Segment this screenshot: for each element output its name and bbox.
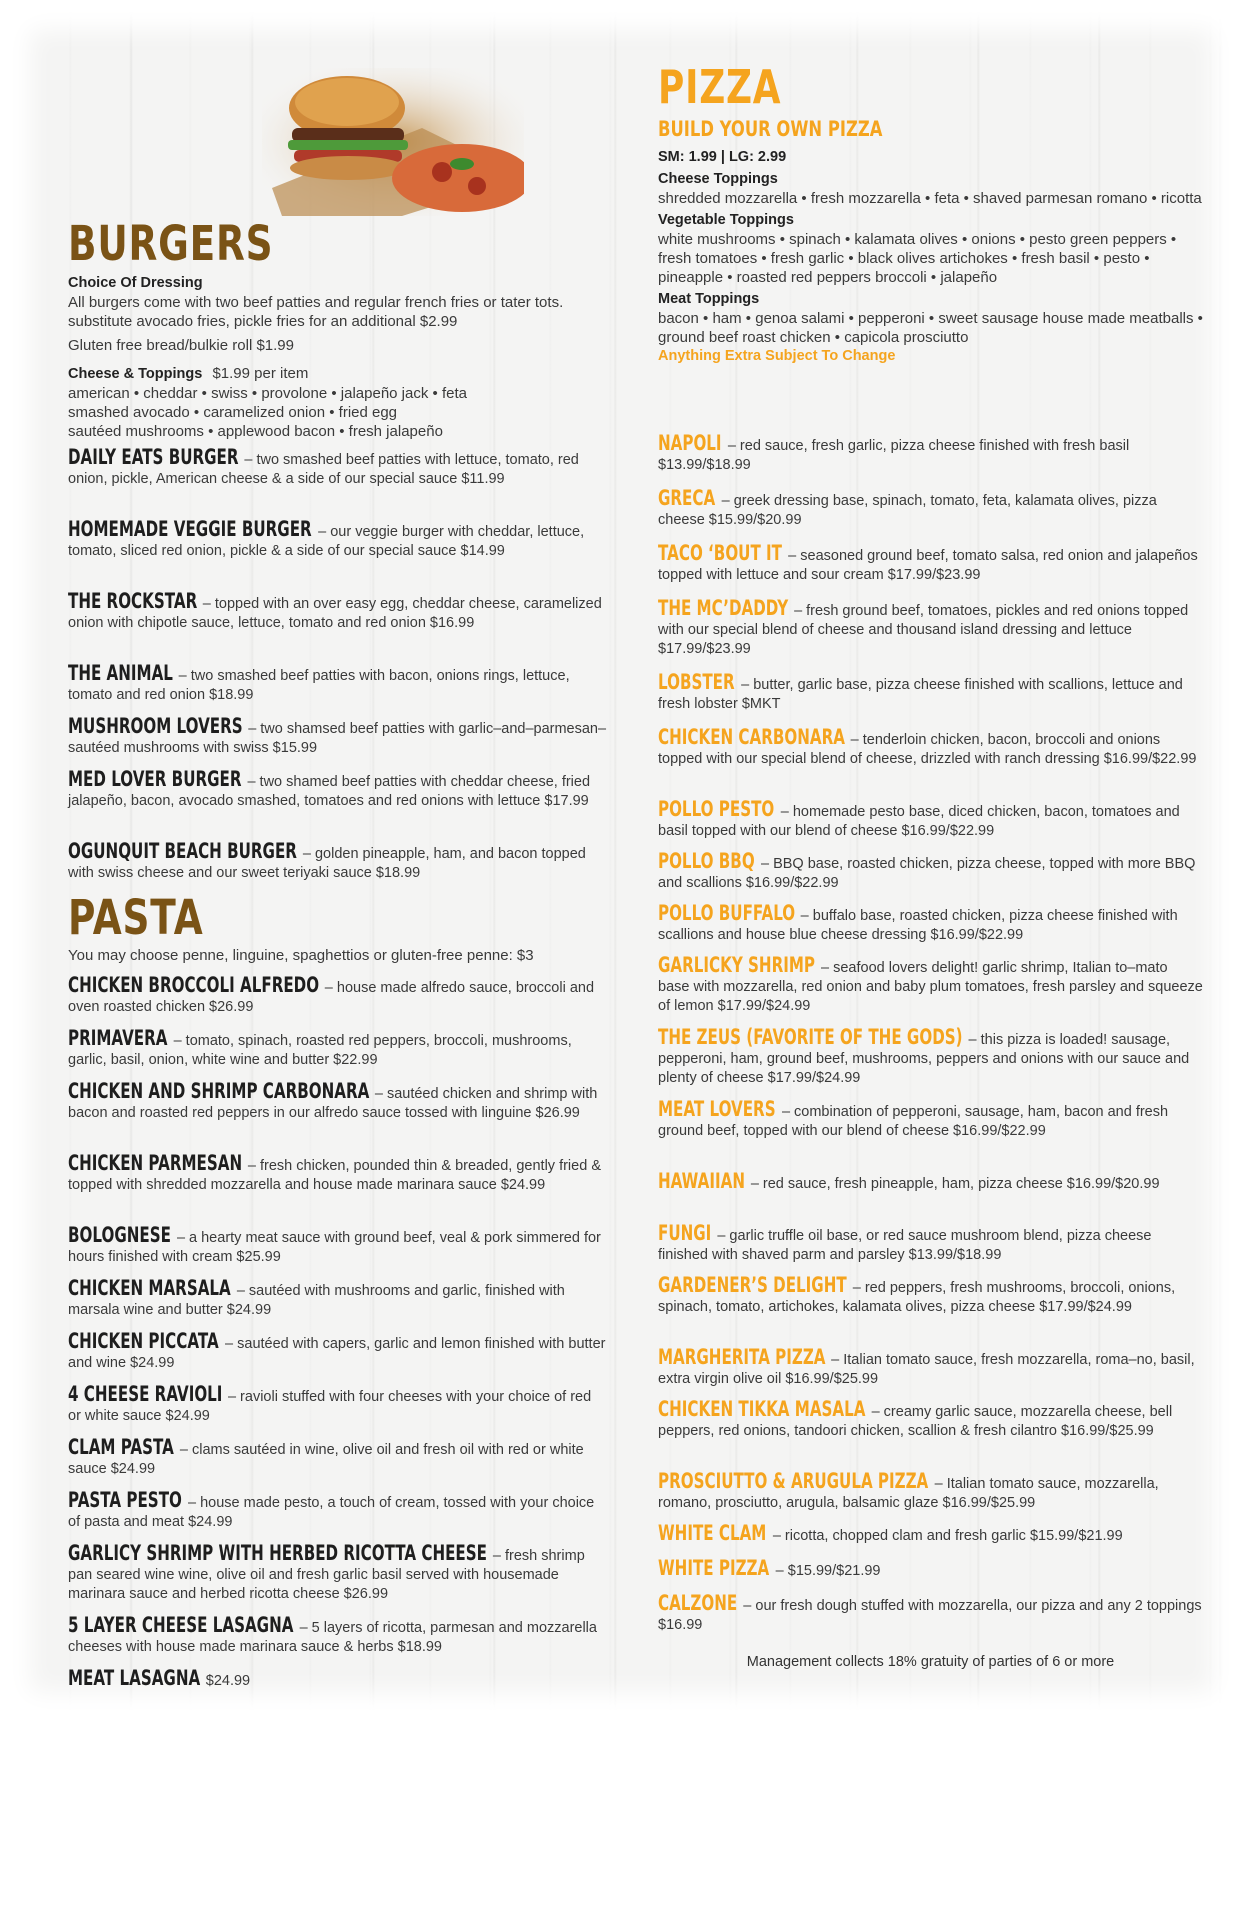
menu-item <box>658 902 1203 945</box>
item-name: TACO ‘BOUT IT <box>658 541 782 565</box>
pasta-title: PASTA <box>68 890 204 946</box>
menu-item <box>68 768 608 811</box>
cheese-toppings-heading: Cheese Toppings <box>658 171 778 187</box>
menu-item <box>68 1614 608 1657</box>
pizza-title: PIZZA <box>658 60 782 114</box>
menu-item <box>68 974 608 1017</box>
item-name: OGUNQUIT BEACH BURGER <box>68 839 297 863</box>
toppings-line-3: sautéed mushrooms • applewood bacon • fresh jalapeño <box>68 423 443 440</box>
item-name: GARLICY SHRIMP WITH HERBED RICOTTA CHEESE <box>68 1541 487 1565</box>
item-desc: – our fresh dough stuffed with mozzarella, our pizza and any 2 toppings $16.99 <box>658 1598 1202 1633</box>
item-desc: – our veggie burger with cheddar, lettuce, tomato, sliced red onion, pickle & a side of our special sauce $14.99 <box>68 524 585 559</box>
item-desc: – topped with an over easy egg, cheddar cheese, caramelized onion with chipotle sauce, lettuce, tomato and red onion $16.99 <box>68 596 602 631</box>
veg-toppings-text: white mushrooms • spinach • kalamata olives • onions • pesto green peppers • fresh tomatoes • fresh garlic • black olives artichokes • fresh basil • pesto • pineapple • roasted red peppers broccoli • jalapeño <box>658 231 1177 286</box>
item-desc: – sautéed with capers, garlic and lemon finished with butter and wine $24.99 <box>68 1336 606 1371</box>
item-desc: – fresh chicken, pounded thin & breaded, gently fried & topped with shredded mozzarella and house made marinara sauce $24.99 <box>68 1158 601 1193</box>
pizza-toppings-info <box>658 148 1203 366</box>
dressing-heading: Choice Of Dressing <box>68 275 203 291</box>
item-name: WHITE PIZZA <box>658 1556 770 1580</box>
item-desc: – house made pesto, a touch of cream, tossed with your choice of pasta and meat $24.99 <box>68 1495 595 1530</box>
menu-item <box>68 446 608 489</box>
item-desc: – two smashed beef patties with bacon, onions rings, lettuce, tomato and red onion $18.99 <box>68 668 570 703</box>
toppings-line-2: smashed avocado • caramelized onion • fried egg <box>68 404 398 421</box>
item-name: MARGHERITA PIZZA <box>658 1345 826 1369</box>
item-name: BOLOGNESE <box>68 1223 171 1247</box>
item-desc: – greek dressing base, spinach, tomato, feta, kalamata olives, pizza cheese $15.99/$20.99 <box>658 493 1157 528</box>
toppings-line-1: american • cheddar • swiss • provolone • jalapeño jack • feta <box>68 385 467 402</box>
menu-item <box>658 487 1203 530</box>
menu-item <box>68 590 608 633</box>
menu-board <box>12 12 1230 1710</box>
item-desc: – fresh shrimp pan seared wine wine, olive oil and fresh garlic basil served with housemade marinara sauce and herbed ricotta cheese $26.99 <box>68 1548 585 1602</box>
item-name: CHICKEN BROCCOLI ALFREDO <box>68 973 320 997</box>
menu-item <box>658 1026 1203 1088</box>
item-name: MED LOVER BURGER <box>68 767 242 791</box>
item-name: PASTA PESTO <box>68 1488 182 1512</box>
item-name: MEAT LOVERS <box>658 1097 776 1121</box>
item-name: GRECA <box>658 486 716 510</box>
menu-item <box>68 1489 608 1532</box>
menu-item <box>68 715 608 758</box>
item-name: NAPOLI <box>658 431 722 455</box>
item-desc: – seafood lovers delight! garlic shrimp, Italian to–mato base with mozzarella, red onion and baby plum tomatoes, fresh parsley and squeeze of lemon $17.99/$24.99 <box>658 960 1203 1014</box>
item-name: CHICKEN TIKKA MASALA <box>658 1397 866 1421</box>
item-desc: – butter, garlic base, pizza cheese finished with scallions, lettuce and fresh lobster $MKT <box>658 677 1183 712</box>
toppings-heading: Cheese & Toppings <box>68 366 203 382</box>
menu-item <box>68 840 608 883</box>
cheese-toppings-text: shredded mozzarella • fresh mozzarella • feta • shaved parmesan romano • ricotta <box>658 190 1202 207</box>
toppings-price: $1.99 per item <box>212 365 309 382</box>
menu-item <box>68 1667 608 1691</box>
item-desc: – Italian tomato sauce, mozzarella, romano, prosciutto, arugula, balsamic glaze $16.99/$25.99 <box>658 1476 1159 1511</box>
item-desc: – homemade pesto base, diced chicken, bacon, tomatoes and basil topped with our blend of cheese $16.99/$22.99 <box>658 804 1180 839</box>
item-name: THE MC’DADDY <box>658 596 789 620</box>
menu-item <box>658 1592 1203 1635</box>
menu-item <box>68 1152 608 1195</box>
menu-item <box>658 1346 1203 1389</box>
item-desc: – Italian tomato sauce, fresh mozzarella, roma–no, basil, extra virgin olive oil $16.99/$25.99 <box>658 1352 1195 1387</box>
item-desc: – red sauce, fresh garlic, pizza cheese finished with fresh basil $13.99/$18.99 <box>658 438 1130 473</box>
item-desc: – seasoned ground beef, tomato salsa, red onion and jalapeños topped with lettuce and sour cream $17.99/$23.99 <box>658 548 1198 583</box>
menu-item <box>658 671 1203 714</box>
item-name: PROSCIUTTO & ARUGULA PIZZA <box>658 1469 929 1493</box>
item-name: CLAM PASTA <box>68 1435 174 1459</box>
item-desc: – sautéed chicken and shrimp with bacon and roasted red peppers in our alfredo sauce tossed with linguine $26.99 <box>68 1086 598 1121</box>
menu-item <box>68 518 608 561</box>
item-desc: – combination of pepperoni, sausage, ham, bacon and fresh ground beef, topped with our blend of cheese $16.99/$22.99 <box>658 1104 1169 1139</box>
pizza-sizes: SM: 1.99 | LG: 2.99 <box>658 149 787 165</box>
menu-item <box>658 850 1203 893</box>
menu-item <box>658 432 1203 475</box>
item-desc: – ravioli stuffed with four cheeses with your choice of red or white sauce $24.99 <box>68 1389 592 1424</box>
veg-toppings-heading: Vegetable Toppings <box>658 212 794 228</box>
item-desc: – ricotta, chopped clam and fresh garlic $15.99/$21.99 <box>772 1528 1123 1544</box>
menu-item <box>658 1398 1203 1441</box>
menu-item <box>68 1330 608 1373</box>
item-desc: – BBQ base, roasted chicken, pizza cheese, topped with more BBQ and scallions $16.99/$22.99 <box>658 856 1196 891</box>
item-name: PRIMAVERA <box>68 1026 168 1050</box>
item-name: DAILY EATS BURGER <box>68 445 239 469</box>
item-name: LOBSTER <box>658 670 735 694</box>
item-desc: – red peppers, fresh mushrooms, broccoli, onions, spinach, tomato, artichokes, kalamata olives, pizza cheese $17.99/$24.99 <box>658 1280 1176 1315</box>
item-desc: – two shamed beef patties with cheddar cheese, fried jalapeño, bacon, avocado smashed, tomatoes and red onions with lettuce $17.99 <box>68 774 591 809</box>
menu-item <box>658 1274 1203 1317</box>
item-name: CHICKEN AND SHRIMP CARBONARA <box>68 1079 370 1103</box>
item-name: GARDENER’S DELIGHT <box>658 1273 847 1297</box>
dressing-text: All burgers come with two beef patties and regular french fries or tater tots. substitute avocado fries, pickle fries for an additional $2.99 <box>68 294 564 330</box>
item-desc: – $15.99/$21.99 <box>775 1563 881 1579</box>
menu-item <box>68 1542 608 1604</box>
item-desc: – this pizza is loaded! sausage, pepperoni, ham, ground beef, mushrooms, peppers and onions with our sauce and plenty of cheese $17.99/$24.99 <box>658 1032 1190 1086</box>
item-name: THE ANIMAL <box>68 661 173 685</box>
menu-item <box>68 1277 608 1320</box>
meat-toppings-heading: Meat Toppings <box>658 291 760 307</box>
menu-item <box>658 1557 1203 1581</box>
item-desc: – sautéed with mushrooms and garlic, finished with marsala wine and butter $24.99 <box>68 1283 565 1318</box>
meat-toppings-text: bacon • ham • genoa salami • pepperoni • sweet sausage house made meatballs • ground beef roast chicken • capicola prosciutto <box>658 310 1203 346</box>
menu-item <box>68 1383 608 1426</box>
item-name: POLLO PESTO <box>658 797 775 821</box>
menu-item <box>658 542 1203 585</box>
item-desc: – red sauce, fresh pineapple, ham, pizza cheese $16.99/$20.99 <box>750 1176 1160 1192</box>
burger-pizza-photo <box>262 68 524 216</box>
byo-heading: BUILD YOUR OWN PIZZA <box>658 117 883 141</box>
item-name: 4 CHEESE RAVIOLI <box>68 1382 223 1406</box>
build-your-own <box>658 117 1203 141</box>
menu-item <box>68 662 608 705</box>
menu-item <box>68 1080 608 1123</box>
item-name: HOMEMADE VEGGIE BURGER <box>68 517 312 541</box>
item-name: 5 LAYER CHEESE LASAGNA <box>68 1613 294 1637</box>
item-name: CHICKEN PARMESAN <box>68 1151 243 1175</box>
gluten-free-note: Gluten free bread/bulkie roll $1.99 <box>68 337 294 354</box>
item-name: CALZONE <box>658 1591 738 1615</box>
menu-item <box>68 1436 608 1479</box>
item-desc: – garlic truffle oil base, or red sauce mushroom blend, pizza cheese finished with shaved parm and parsley $13.99/$18.99 <box>658 1228 1152 1263</box>
burger-toppings <box>68 364 608 441</box>
item-desc: – clams sautéed in wine, olive oil and fresh oil with red or white sauce $24.99 <box>68 1442 584 1477</box>
item-name: MUSHROOM LOVERS <box>68 714 243 738</box>
item-name: WHITE CLAM <box>658 1521 767 1545</box>
item-desc: – tomato, spinach, roasted red peppers, broccoli, mushrooms, garlic, basil, onion, white wine and butter $22.99 <box>68 1033 572 1068</box>
item-desc: – golden pineapple, ham, and bacon topped with swiss cheese and our sweet teriyaki sauce $18.99 <box>68 846 586 881</box>
item-name: FUNGI <box>658 1221 712 1245</box>
menu-item <box>658 726 1203 769</box>
item-name: THE ZEUS (FAVORITE OF THE GODS) <box>658 1025 963 1049</box>
item-name: THE ROCKSTAR <box>68 589 198 613</box>
gratuity-note: Management collects 18% gratuity of parties of 6 or more <box>746 1654 1115 1670</box>
pasta-intro: You may choose penne, linguine, spaghettios or gluten-free penne: $3 <box>68 947 534 964</box>
item-desc: – two shamsed beef patties with garlic–and–parmesan–sautéed mushrooms with swiss $15.99 <box>68 721 607 756</box>
menu-item <box>658 597 1203 659</box>
item-desc: $24.99 <box>205 1673 251 1689</box>
item-name: CHICKEN CARBONARA <box>658 725 845 749</box>
item-desc: – two smashed beef patties with lettuce, tomato, red onion, pickle, American cheese & a side of our special sauce $11.99 <box>68 452 579 487</box>
item-name: HAWAIIAN <box>658 1169 745 1193</box>
item-name: POLLO BUFFALO <box>658 901 796 925</box>
item-name: CHICKEN PICCATA <box>68 1329 219 1353</box>
burgers-title: BURGERS <box>68 216 274 272</box>
menu-item <box>658 1098 1203 1141</box>
item-desc: – a hearty meat sauce with ground beef, veal & pork simmered for hours finished with cream $25.99 <box>68 1230 601 1265</box>
menu-item <box>68 1224 608 1267</box>
item-name: CHICKEN MARSALA <box>68 1276 231 1300</box>
menu-item <box>658 954 1203 1016</box>
item-desc: – fresh ground beef, tomatoes, pickles and red onions topped with our special blend of cheese and thousand island dressing and lettuce $17.99/$23.99 <box>658 603 1189 657</box>
item-desc: – 5 layers of ricotta, parmesan and mozzarella cheeses with house made marinara sauce & herbs $18.99 <box>68 1620 597 1655</box>
item-desc: – creamy garlic sauce, mozzarella cheese, bell peppers, red onions, tandoori chicken, scallion & fresh cilantro $16.99/$25.99 <box>658 1404 1173 1439</box>
item-desc: – buffalo base, roasted chicken, pizza cheese finished with scallions and house blue cheese dressing $16.99/$22.99 <box>658 908 1178 943</box>
menu-item <box>68 1027 608 1070</box>
menu-item <box>658 1470 1203 1513</box>
item-desc: – tenderloin chicken, bacon, broccoli and onions topped with our special blend of cheese, drizzled with ranch dressing $16.99/$22.99 <box>658 732 1197 767</box>
menu-item <box>658 798 1203 841</box>
menu-item <box>658 1222 1203 1265</box>
item-desc: – house made alfredo sauce, broccoli and oven roasted chicken $26.99 <box>68 980 595 1015</box>
burger-dressing-info <box>68 274 608 331</box>
menu-item <box>658 1522 1203 1546</box>
item-name: GARLICKY SHRIMP <box>658 953 815 977</box>
menu-item <box>658 1170 1203 1194</box>
item-name: MEAT LASAGNA <box>68 1666 201 1690</box>
extra-note: Anything Extra Subject To Change <box>658 348 896 364</box>
item-name: POLLO BBQ <box>658 849 755 873</box>
